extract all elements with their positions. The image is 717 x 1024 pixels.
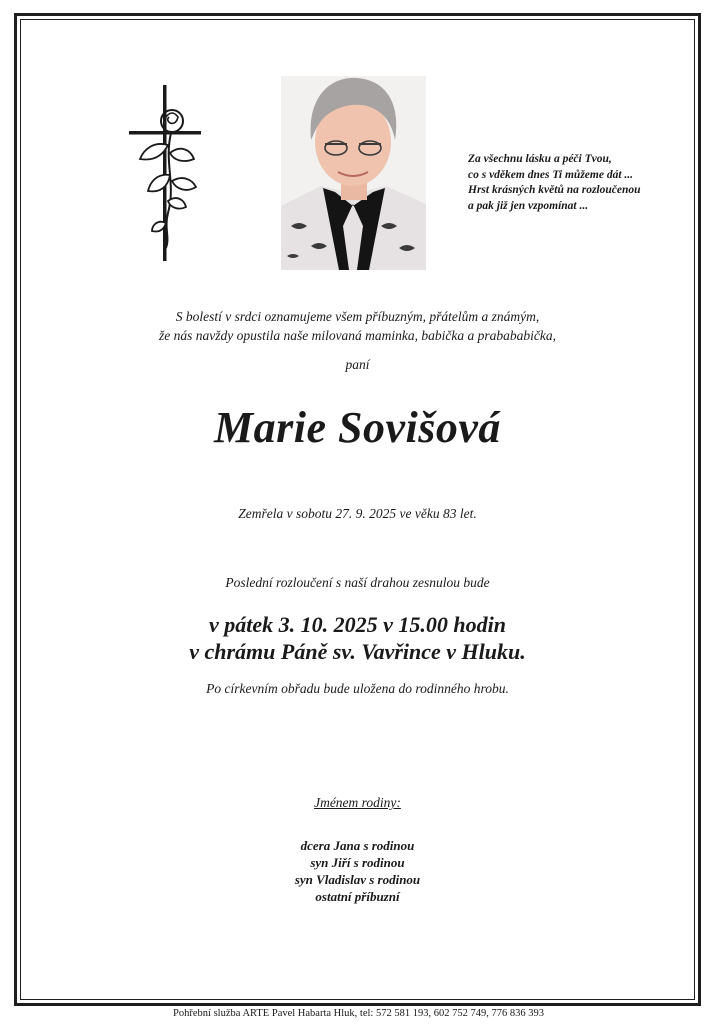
family-heading-text: Jménem rodiny: <box>314 795 401 810</box>
deceased-name: Marie Sovišová <box>214 403 501 452</box>
verse-line: Za všechnu lásku a péči Tvou, <box>468 153 612 165</box>
cross-with-rose-icon <box>124 83 206 263</box>
family-member: dcera Jana s rodinou <box>300 838 415 853</box>
announcement <box>20 307 695 345</box>
verse-line: co s vděkem dnes Ti můžeme dát ... <box>468 168 634 181</box>
announcement-line: že nás navždy opustila naše milovaná maminka, babička a prabababička, <box>158 328 557 343</box>
farewell-intro: Poslední rozloučení s naší drahou zesnulou bude <box>225 575 490 590</box>
announcement-line: S bolestí v srdci oznamujeme všem příbuzným, přátelům a známým, <box>175 309 540 324</box>
family-list <box>20 837 695 905</box>
farewell-time-place <box>20 611 695 665</box>
farewell-date: v pátek 3. 10. 2025 v 15.00 hodin <box>209 612 506 637</box>
farewell-place: v chrámu Páně sv. Vavřince v Hluku. <box>189 639 526 664</box>
portrait-photo <box>281 76 426 270</box>
footer: Pohřební služba ARTE Pavel Habarta Hluk, tel: 572 581 193, 602 752 749, 776 836 393 <box>173 1008 544 1019</box>
family-member: syn Jiří s rodinou <box>310 855 405 870</box>
death-info: Zemřela v sobotu 27. 9. 2025 ve věku 83 let. <box>238 506 477 521</box>
family-member: syn Vladislav s rodinou <box>294 872 421 887</box>
verse <box>468 152 698 214</box>
family-heading <box>20 795 695 811</box>
burial-info: Po církevním obřadu bude uložena do rodinného hrobu. <box>206 681 509 696</box>
salutation: paní <box>345 357 370 372</box>
family-member: ostatní příbuzní <box>315 889 400 904</box>
verse-line: Hrst krásných květů na rozloučenou <box>468 184 641 196</box>
verse-line: a pak již jen vzpomínat ... <box>468 199 589 212</box>
